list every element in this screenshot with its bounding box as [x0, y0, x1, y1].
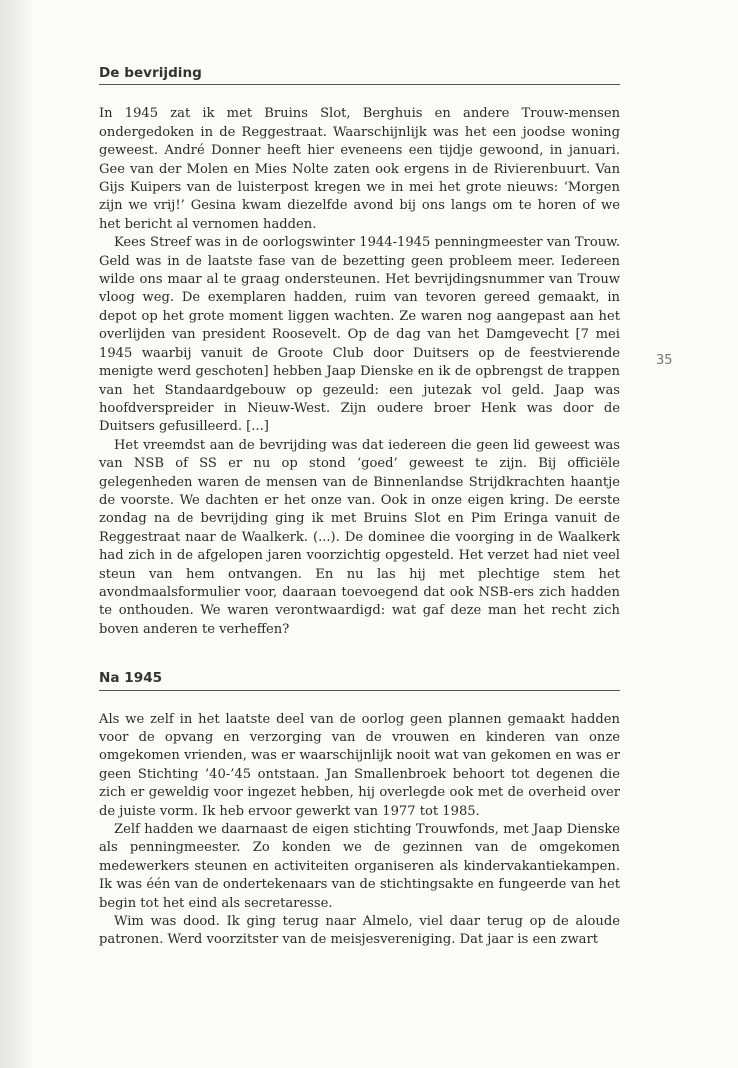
page-number: 35	[656, 353, 673, 368]
section-heading-na-1945: Na 1945	[99, 669, 620, 690]
paragraph: Zelf hadden we daarnaast de eigen stichting Trouwfonds, met Jaap Dienske als penningmeester. Zo konden we de gezinnen van de omgekomen medewerkers steunen en activiteiten organiseren als kindervakantiekampen. Ik was één van de ondertekenaars van de stichtingsakte en fungeerde van het begin tot het eind als secretaresse.	[99, 822, 620, 911]
section-heading-wrap	[99, 669, 620, 690]
section-heading-wrap	[99, 64, 620, 85]
paragraph: Als we zelf in het laatste deel van de oorlog geen plannen gemaakt hadden voor de opvang en verzorging van de vrouwen en kinderen van onze omgekomen vrienden, was er waarschijnlijk nooit wat van gekomen en was er geen Stichting ’40-’45 ontstaan. Jan Smallenbroek behoort tot degenen die zich er geweldig voor ingezet hebben, hij overlegde ook met de overheid over de juiste vorm. Ik heb ervoor gewerkt van 1977 tot 1985.	[99, 711, 620, 819]
paragraph: In 1945 zat ik met Bruins Slot, Berghuis en andere Trouw-mensen ondergedoken in de Reggestraat. Waarschijnlijk was het een joodse woning geweest. André Donner heeft hier eveneens een tijdje gewoond, in januari. Gee van der Molen en Mies Nolte zaten ook ergens in de Rivierenbuurt. Van Gijs Kuipers van de luisterpost kregen we in mei het grote nieuws: ‘Morgen zijn we vrij!’ Gesina kwam diezelfde avond bij ons langs om te horen of we het bericht al vernomen hadden.	[99, 106, 620, 232]
paragraph: Wim was dood. Ik ging terug naar Almelo, viel daar terug op de aloude patronen. Werd voorzitster van de meisjesvereniging. Dat jaar is een zwart	[99, 914, 620, 948]
book-binding-shadow	[0, 0, 34, 1068]
page-text	[99, 64, 620, 950]
section-heading-bevrijding: De bevrijding	[99, 64, 620, 85]
paragraph: Het vreemdst aan de bevrijding was dat iedereen die geen lid geweest was van NSB of SS er nu op stond ‘goed’ geweest te zijn. Bij officiële gelegenheden waren de mensen van de Binnenlandse Strijdkrachten haantje de voorste. We dachten er het onze van. Ook in onze eigen kring. De eerste zondag na de bevrijding ging ik met Bruins Slot en Pim Eringa vanuit de Reggestraat naar de Waalkerk. (...). De dominee die voorging in de Waalkerk had zich in de afgelopen jaren voorzichtig opgesteld. Het verzet had niet veel steun van hem ontvangen. En nu las hij met plechtige stem het avondmaalsformulier voor, daaraan toevoegend dat ook NSB-ers zich hadden te onthouden. We waren verontwaardigd: wat gaf deze man het recht zich boven anderen te verheffen?	[99, 437, 620, 637]
paragraph: Kees Streef was in de oorlogswinter 1944-1945 penningmeester van Trouw. Geld was in de laatste fase van de bezetting geen probleem meer. Iedereen wilde ons maar al te graag ondersteunen. Het bevrijdingsnummer van Trouw vloog weg. De exemplaren hadden, ruim van tevoren gereed gemaakt, in depot op het grote moment liggen wachten. Ze waren nog aangepast aan het overlijden van president Roosevelt. Op de dag van het Damgevecht [7 mei 1945 waarbij vanuit de Groote Club door Duitsers op de feestvierende menigte werd geschoten] hebben Jaap Dienske en ik de opbrengst de trappen van het Standaardgebouw op gezeuld: een jutezak vol geld. Jaap was hoofdverspreider in Nieuw-West. Zijn oudere broer Henk was door de Duitsers gefusilleerd. [...]	[99, 235, 620, 435]
